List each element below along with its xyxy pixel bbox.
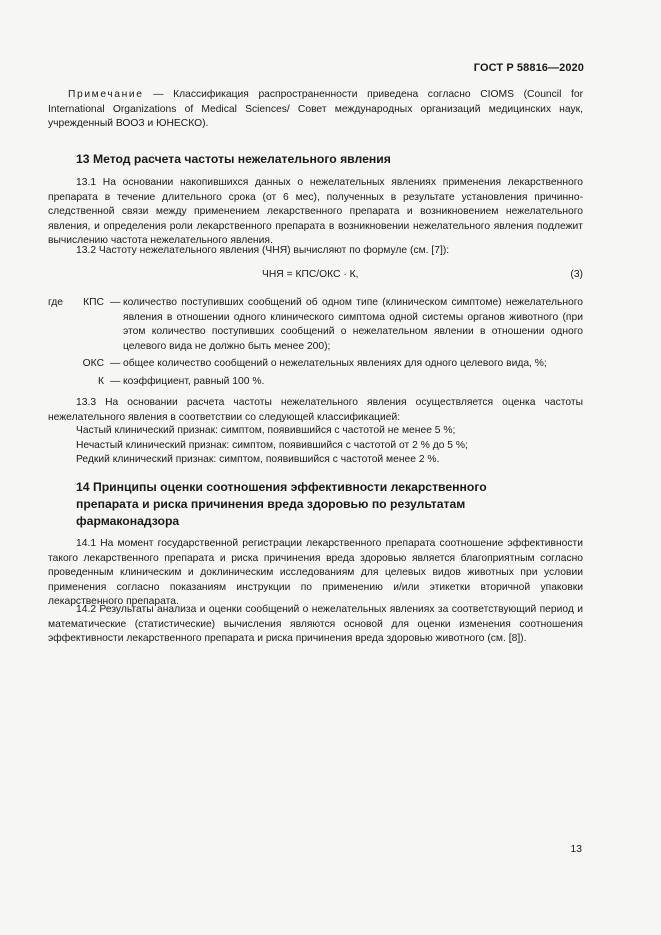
definitions-list: [48, 296, 583, 389]
class-rare: Редкий клинический признак: симптом, появившийся с частотой менее 2 %.: [76, 454, 440, 465]
note-label: Примечание: [68, 89, 144, 100]
definition-oks: [48, 357, 583, 372]
where-word: где: [48, 297, 64, 308]
paragraph-14-1: 14.1 На момент государственной регистрации лекарственного препарата соотношение эффективности такого лекарственного препарата и риска причинения вреда здоровью является благоприятным согласно проведенным клиническим и доклиническим исследованиям для целевых видов животных при условии применения согласно показаниям инструкции по применению и/или этикетки вторичной упаковки лекарственного препарата.: [48, 538, 583, 607]
formula-chnya: ЧНЯ = КПС/ОКС · К,: [262, 269, 359, 280]
definition-desc: общее количество сообщений о нежелательных явлениях для одного целевого вида, %;: [123, 358, 547, 369]
definition-dash: —: [110, 358, 121, 369]
formula-line: [48, 268, 583, 283]
definition-kps: [48, 296, 583, 354]
definition-term: ОКС: [82, 358, 104, 369]
section-13-title: 13 Метод расчета частоты нежелательного явления: [76, 152, 391, 166]
class-infrequent: Нечастый клинический признак: симптом, появившийся с частотой от 2 % до 5 %;: [76, 439, 468, 451]
document-id-header: ГОСТ Р 58816—2020: [473, 62, 584, 74]
page-number: 13: [570, 844, 582, 855]
classification-list: [48, 424, 583, 468]
section-14-title-line: препарата и риска причинения вреда здоровью по результатам: [76, 497, 466, 511]
note-text: — Классификация распространенности приведена согласно CIOMS (Council for International Organizations of Medical Sciences/ Совет международных организаций медицинских наук, учрежденный ВООЗ и ЮНЕСКО).: [48, 89, 583, 129]
definition-dash: —: [110, 297, 121, 308]
class-frequent: Частый клинический признак: симптом, появившийся с частотой не менее 5 %;: [76, 425, 456, 436]
definition-term: КПС: [83, 297, 104, 308]
formula-number: (3): [570, 269, 583, 280]
paragraph-14-2: 14.2 Результаты анализа и оценки сообщений о нежелательных явлениях за соответствующий период и математические (статистические) вычисления являются основой для оценки изменения соотношения эффективности лекарственного препарата и риска причинения вреда здоровью животного (см. [8]).: [48, 604, 583, 644]
section-14-title-line: 14 Принципы оценки соотношения эффективности лекарственного: [76, 480, 487, 494]
definition-term: К: [98, 375, 104, 387]
section-14-title: [76, 479, 487, 530]
definition-desc: коэффициент, равный 100 %.: [123, 375, 265, 387]
definition-desc: количество поступивших сообщений об одном типе (клиническом симптоме) нежелательного явления в отношении одного клинического симптома одной системы органов животного (при этом количество поступивших сообщений о нежелательном явлении в отношении одного целевого вида не должно быть менее 200);: [123, 297, 583, 352]
paragraph-13-1: 13.1 На основании накопившихся данных о нежелательных явлениях применения лекарственного препарата в течение длительного срока (от 6 мес), полученных в результате установления причинно-следственной связи между применением лекарственного препарата и возникновением нежелательного явления, и определения роли лекарственного препарата в возникновении нежелательного явления подлежит вычислению частота нежелательного явления.: [48, 177, 583, 246]
definition-k: [48, 375, 583, 390]
paragraph-13-3: 13.3 На основании расчета частоты нежелательного явления осуществляется оценка частоты нежелательного явления в соответствии со следующей классификацией:: [48, 397, 583, 423]
classification-note: [48, 88, 583, 132]
paragraph-13-2: 13.2 Частоту нежелательного явления (ЧНЯ) вычисляют по формуле (см. [7]):: [76, 245, 450, 256]
section-14-title-line: фармаконадзора: [76, 514, 180, 528]
definition-dash: —: [110, 375, 121, 387]
